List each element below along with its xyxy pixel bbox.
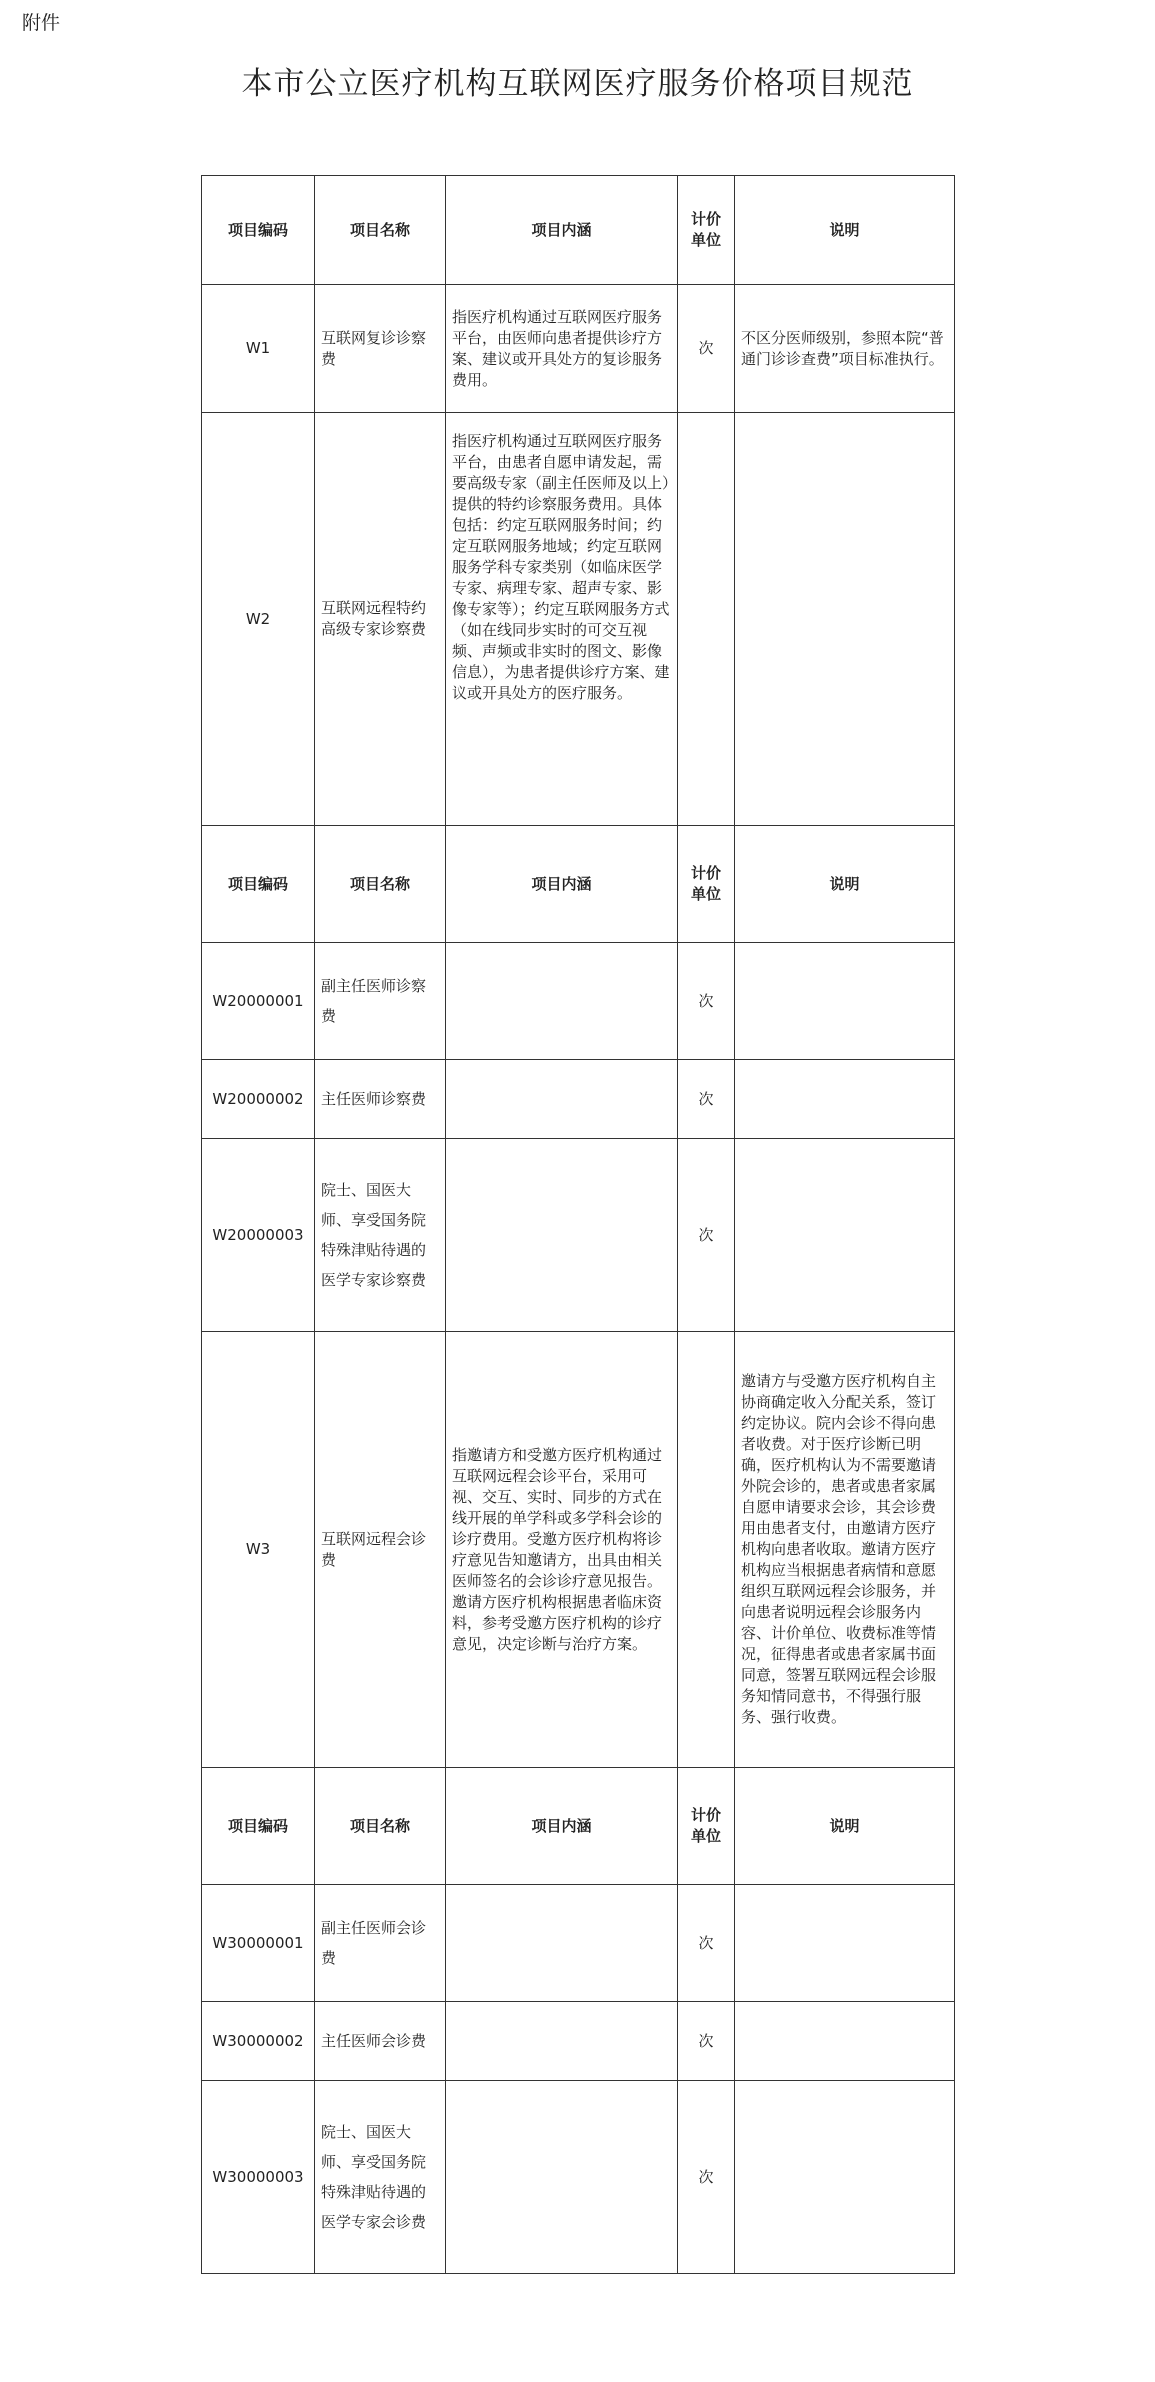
table-row [202, 1139, 955, 1332]
row-name: 主任医师会诊费 [315, 2002, 446, 2081]
table-header-row [202, 826, 955, 943]
row-code: W30000001 [202, 1885, 315, 2002]
row-unit [678, 1332, 735, 1768]
row-code: W3 [202, 1332, 315, 1768]
table-row [202, 1885, 955, 2002]
row-unit [678, 413, 735, 826]
row-note [735, 2002, 955, 2081]
header-content: 项目内涵 [446, 176, 678, 285]
row-note: 邀请方与受邀方医疗机构自主协商确定收入分配关系，签订约定协议。院内会诊不得向患者收费。对于医疗诊断已明确，医疗机构认为不需要邀请外院会诊的，患者或患者家属自愿申请要求会诊，其会诊费用由患者支付，由邀请方医疗机构向患者收取。邀请方医疗机构应当根据患者病情和意愿组织互联网远程会诊服务，并向患者说明远程会诊服务内容、计价单位、收费标准等情况，征得患者或患者家属书面同意，签署互联网远程会诊服务知情同意书，不得强行服务、强行收费。 [735, 1332, 955, 1768]
row-content: 指医疗机构通过互联网医疗服务平台，由医师向患者提供诊疗方案、建议或开具处方的复诊服务费用。 [446, 285, 678, 413]
row-code: W20000003 [202, 1139, 315, 1332]
header-unit: 计价单位 [678, 176, 735, 285]
row-content [446, 2002, 678, 2081]
page-title: 本市公立医疗机构互联网医疗服务价格项目规范 [241, 66, 914, 102]
header-note: 说明 [735, 826, 955, 943]
row-code: W30000003 [202, 2081, 315, 2274]
row-content [446, 2081, 678, 2274]
row-unit: 次 [678, 2081, 735, 2274]
row-unit: 次 [678, 943, 735, 1060]
header-unit: 计价单位 [678, 826, 735, 943]
table-row [202, 413, 955, 826]
table-row [202, 2081, 955, 2274]
header-note: 说明 [735, 1768, 955, 1885]
row-note [735, 1060, 955, 1139]
row-code: W20000002 [202, 1060, 315, 1139]
header-name: 项目名称 [315, 1768, 446, 1885]
table-header-row [202, 176, 955, 285]
row-content [446, 943, 678, 1060]
header-content: 项目内涵 [446, 826, 678, 943]
row-content [446, 1060, 678, 1139]
row-unit: 次 [678, 1139, 735, 1332]
row-content: 指邀请方和受邀方医疗机构通过互联网远程会诊平台，采用可视、交互、实时、同步的方式在线开展的单学科或多学科会诊的诊疗费用。受邀方医疗机构将诊疗意见告知邀请方，出具由相关医师签名的会诊诊疗意见报告。邀请方医疗机构根据患者临床资料，参考受邀方医疗机构的诊疗意见，决定诊断与治疗方案。 [446, 1332, 678, 1768]
row-code: W1 [202, 285, 315, 413]
table-row [202, 1060, 955, 1139]
attachment-label: 附件 [22, 12, 61, 34]
header-unit: 计价单位 [678, 1768, 735, 1885]
row-note [735, 1885, 955, 2002]
row-name: 院士、国医大师、享受国务院特殊津贴待遇的医学专家诊察费 [315, 1139, 446, 1332]
row-code: W30000002 [202, 2002, 315, 2081]
row-note [735, 943, 955, 1060]
row-unit: 次 [678, 1885, 735, 2002]
header-name: 项目名称 [315, 826, 446, 943]
pricing-table [201, 175, 955, 2274]
header-code: 项目编码 [202, 826, 315, 943]
row-name: 院士、国医大师、享受国务院特殊津贴待遇的医学专家会诊费 [315, 2081, 446, 2274]
row-content [446, 1139, 678, 1332]
row-note [735, 2081, 955, 2274]
header-note: 说明 [735, 176, 955, 285]
row-unit: 次 [678, 1060, 735, 1139]
row-name: 副主任医师诊察费 [315, 943, 446, 1060]
row-name: 互联网远程会诊费 [315, 1332, 446, 1768]
row-content [446, 1885, 678, 2002]
row-code: W20000001 [202, 943, 315, 1060]
row-unit: 次 [678, 285, 735, 413]
table-row [202, 2002, 955, 2081]
row-code: W2 [202, 413, 315, 826]
row-note: 不区分医师级别，参照本院“普通门诊诊查费”项目标准执行。 [735, 285, 955, 413]
row-name: 互联网复诊诊察费 [315, 285, 446, 413]
header-content: 项目内涵 [446, 1768, 678, 1885]
header-code: 项目编码 [202, 176, 315, 285]
table-row [202, 943, 955, 1060]
row-name: 副主任医师会诊费 [315, 1885, 446, 2002]
row-name: 主任医师诊察费 [315, 1060, 446, 1139]
row-note [735, 413, 955, 826]
row-content: 指医疗机构通过互联网医疗服务平台，由患者自愿申请发起，需要高级专家（副主任医师及以上）提供的特约诊察服务费用。具体包括：约定互联网服务时间；约定互联网服务地域；约定互联网服务学科专家类别（如临床医学专家、病理专家、超声专家、影像专家等）；约定互联网服务方式（如在线同步实时的可交互视频、声频或非实时的图文、影像信息），为患者提供诊疗方案、建议或开具处方的医疗服务。 [446, 413, 678, 826]
row-note [735, 1139, 955, 1332]
table-header-row [202, 1768, 955, 1885]
table-row [202, 1332, 955, 1768]
row-unit: 次 [678, 2002, 735, 2081]
table-row [202, 285, 955, 413]
header-name: 项目名称 [315, 176, 446, 285]
row-name: 互联网远程特约高级专家诊察费 [315, 413, 446, 826]
header-code: 项目编码 [202, 1768, 315, 1885]
